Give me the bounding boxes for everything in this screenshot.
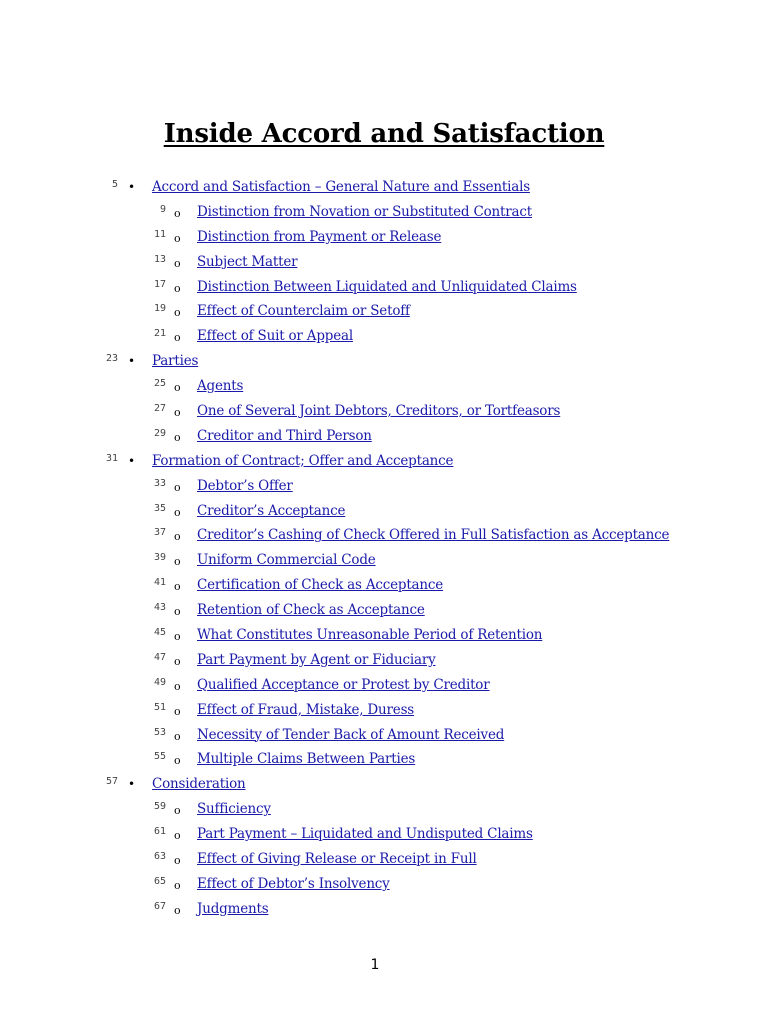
toc-subsection: [0, 823, 768, 848]
bullet-circle-icon: o: [174, 231, 181, 245]
line-number: 57: [105, 776, 118, 788]
bullet-circle-icon: o: [174, 605, 181, 619]
bullet-circle-icon: o: [174, 555, 181, 569]
bullet-circle-icon: o: [174, 406, 181, 420]
bullet-dot-icon: •: [128, 777, 136, 792]
line-number: 17: [153, 278, 166, 290]
line-number: 13: [153, 253, 166, 265]
bullet-circle-icon: o: [174, 530, 181, 544]
bullet-circle-icon: o: [174, 505, 181, 519]
toc-link[interactable]: Parties: [152, 353, 199, 370]
bullet-circle-icon: o: [174, 754, 181, 768]
page-number: 1: [370, 957, 380, 973]
line-number: 61: [153, 826, 166, 838]
toc-link[interactable]: Qualified Acceptance or Protest by Creditor: [197, 676, 490, 693]
bullet-circle-icon: o: [174, 306, 181, 320]
toc-link[interactable]: One of Several Joint Debtors, Creditors, or Tortfeasors: [197, 403, 561, 420]
toc-section: [0, 350, 768, 375]
bullet-circle-icon: o: [174, 281, 181, 295]
bullet-circle-icon: o: [174, 206, 181, 220]
toc-subsection: [0, 226, 768, 251]
line-number: 43: [153, 602, 166, 614]
bullet-circle-icon: o: [174, 580, 181, 594]
line-number: 21: [153, 328, 166, 340]
bullet-circle-icon: o: [174, 256, 181, 270]
toc-subsection: [0, 524, 768, 549]
toc-subsection: [0, 400, 768, 425]
toc-subsection: [0, 599, 768, 624]
line-number: 37: [153, 527, 166, 539]
page-title: Inside Accord and Satisfaction: [163, 119, 605, 149]
toc-link[interactable]: Consideration: [152, 776, 246, 793]
line-number: 27: [153, 403, 166, 415]
toc-section: [0, 450, 768, 475]
toc-link[interactable]: Multiple Claims Between Parties: [197, 751, 416, 768]
bullet-circle-icon: o: [174, 829, 181, 843]
toc-section: [0, 773, 768, 798]
bullet-dot-icon: •: [128, 180, 136, 194]
bullet-dot-icon: •: [128, 354, 136, 369]
toc-subsection: [0, 574, 768, 599]
toc-section: [0, 176, 768, 201]
toc-link[interactable]: Effect of Fraud, Mistake, Duress: [197, 701, 415, 718]
toc-link[interactable]: Part Payment by Agent or Fiduciary: [197, 651, 436, 668]
bullet-circle-icon: o: [174, 704, 181, 718]
toc-subsection: [0, 300, 768, 325]
toc-subsection: [0, 475, 768, 500]
line-number: 9: [159, 203, 166, 215]
table-of-contents: [0, 176, 768, 923]
line-number: 5: [111, 179, 118, 190]
bullet-circle-icon: o: [174, 480, 181, 494]
line-number: 63: [153, 851, 166, 863]
toc-link[interactable]: Necessity of Tender Back of Amount Received: [197, 726, 505, 743]
bullet-circle-icon: o: [174, 804, 181, 818]
line-number: 53: [153, 726, 166, 738]
toc-link[interactable]: Debtor’s Offer: [197, 477, 293, 494]
toc-link[interactable]: Creditor’s Acceptance: [197, 502, 346, 519]
toc-subsection: [0, 748, 768, 773]
toc-link[interactable]: Distinction from Novation or Substituted Contract: [197, 203, 532, 220]
bullet-circle-icon: o: [174, 679, 181, 693]
toc-subsection: [0, 798, 768, 823]
toc-subsection: [0, 500, 768, 525]
bullet-circle-icon: o: [174, 903, 181, 917]
line-number: 67: [153, 900, 166, 912]
toc-link[interactable]: Retention of Check as Acceptance: [197, 602, 425, 619]
line-number: 51: [153, 701, 166, 713]
line-number: 23: [105, 353, 118, 365]
toc-link[interactable]: Sufficiency: [197, 801, 271, 818]
toc-link[interactable]: Formation of Contract; Offer and Acceptance: [152, 452, 454, 469]
toc-subsection: [0, 848, 768, 873]
bullet-dot-icon: •: [128, 453, 136, 468]
toc-subsection: [0, 674, 768, 699]
toc-link[interactable]: Effect of Counterclaim or Setoff: [197, 303, 410, 320]
toc-subsection: [0, 873, 768, 898]
line-number: 33: [153, 477, 166, 489]
line-number: 41: [153, 577, 166, 589]
bullet-circle-icon: o: [174, 331, 181, 345]
toc-subsection: [0, 724, 768, 749]
line-number: 55: [153, 751, 166, 763]
line-number: 31: [105, 452, 118, 464]
toc-link[interactable]: Effect of Suit or Appeal: [197, 328, 353, 345]
toc-link[interactable]: What Constitutes Unreasonable Period of Retention: [197, 627, 543, 644]
bullet-circle-icon: o: [174, 654, 181, 668]
line-number: 49: [153, 676, 166, 688]
line-number: 19: [153, 303, 166, 315]
bullet-circle-icon: o: [174, 430, 181, 444]
line-number: 11: [153, 228, 166, 240]
line-number: 45: [153, 627, 166, 639]
toc-link[interactable]: Distinction Between Liquidated and Unliquidated Claims: [197, 278, 577, 295]
toc-subsection: [0, 425, 768, 450]
line-number: 39: [153, 552, 166, 564]
toc-link[interactable]: Creditor’s Cashing of Check Offered in Full Satisfaction as Acceptance: [197, 527, 670, 544]
toc-link[interactable]: Effect of Giving Release or Receipt in Full: [197, 851, 477, 868]
toc-link[interactable]: Subject Matter: [197, 253, 298, 270]
toc-link[interactable]: Creditor and Third Person: [197, 427, 372, 444]
toc-subsection: [0, 375, 768, 400]
toc-link[interactable]: Agents: [197, 378, 244, 395]
toc-subsection: [0, 201, 768, 226]
toc-link[interactable]: Certification of Check as Acceptance: [197, 577, 444, 594]
line-number: 65: [153, 875, 166, 887]
toc-subsection: [0, 649, 768, 674]
toc-subsection: [0, 549, 768, 574]
toc-link[interactable]: Distinction from Payment or Release: [197, 228, 442, 245]
toc-subsection: [0, 699, 768, 724]
toc-link[interactable]: Uniform Commercial Code: [197, 552, 376, 569]
line-number: 29: [153, 427, 166, 439]
toc-subsection: [0, 325, 768, 350]
bullet-circle-icon: o: [174, 878, 181, 892]
line-number: 25: [153, 378, 166, 390]
toc-link[interactable]: Effect of Debtor’s Insolvency: [197, 875, 390, 892]
toc-subsection: [0, 276, 768, 301]
toc-subsection: [0, 624, 768, 649]
line-number: 59: [153, 801, 166, 813]
toc-subsection: [0, 898, 768, 923]
line-number: 35: [153, 502, 166, 514]
line-number: 47: [153, 651, 166, 663]
bullet-circle-icon: o: [174, 630, 181, 644]
bullet-circle-icon: o: [174, 854, 181, 868]
toc-link[interactable]: Part Payment – Liquidated and Undisputed Claims: [197, 826, 533, 843]
toc-subsection: [0, 251, 768, 276]
toc-link[interactable]: Judgments: [197, 900, 269, 917]
bullet-circle-icon: o: [174, 729, 181, 743]
bullet-circle-icon: o: [174, 381, 181, 395]
toc-link[interactable]: Accord and Satisfaction – General Nature and Essentials: [152, 179, 530, 195]
